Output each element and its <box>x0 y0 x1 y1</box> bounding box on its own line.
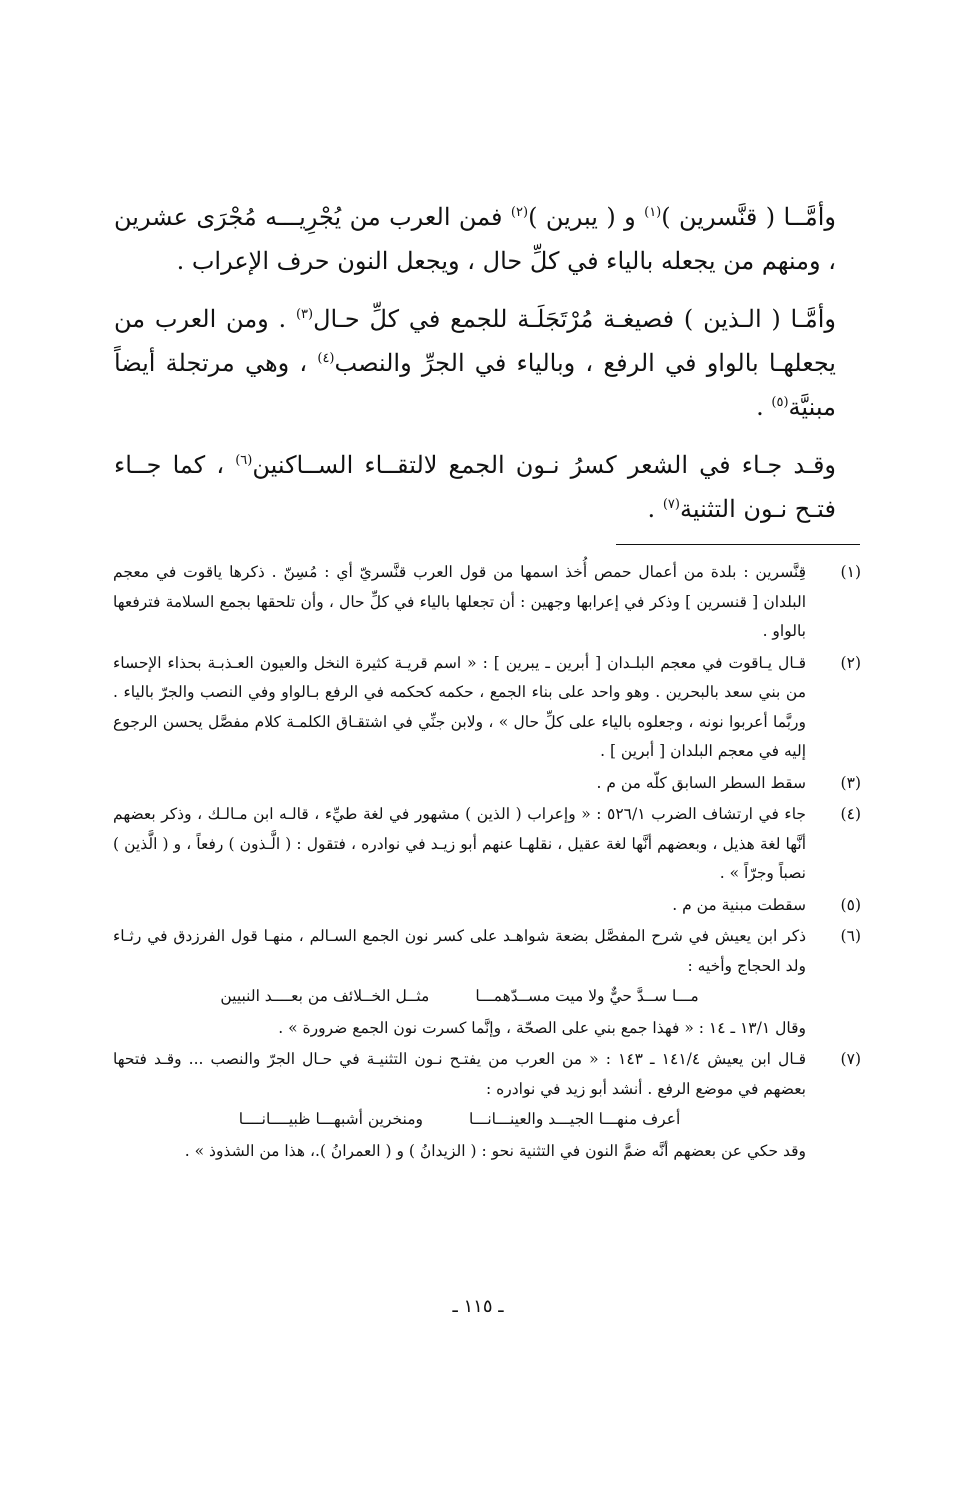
footnotes <box>113 558 861 1168</box>
footnote-body <box>113 891 806 921</box>
paragraph-text: فمن العرب من يُجْرِيـــه مُجْرَى عشرين ، ومنهم من يجعله بالياء في كلِّ حال ، ويجعل النون حرف الإعراب . <box>114 203 836 275</box>
footnote-text: جاء في ارتشاف الضرب ٥٢٦/١ : « وإعراب ( الذين ) مشهور في لغة طيِّء ، قالـه ابن مـالـك ، وذكر بعضهم أنَّها لغة هذيل ، وبعضهم أنَّها لغة عقيل ، نقلهـا عنهم أبو زيـد في نوادره ، فتقول : ( الَّـذون ) رفعاً ، و ( الَّذين ) نصباً وجرّاً » . <box>113 805 807 882</box>
paragraph-text: . <box>756 393 772 421</box>
verse-second-hemistich: مثــل الخــلائف من بعــــد النبيين <box>220 987 430 1005</box>
footnote-separator <box>616 544 860 545</box>
footnote-4 <box>113 800 861 889</box>
footnote-number: (٤) <box>840 805 861 823</box>
poem-verse <box>113 1105 806 1135</box>
footnote-ref[interactable]: (٧) <box>662 497 680 512</box>
footnote-number: (٣) <box>840 773 861 792</box>
footnote-ref[interactable]: (١) <box>644 205 662 220</box>
verse-second-hemistich: ومنخرين أشبهـــا ظبيــــانــــا <box>238 1110 423 1128</box>
paragraph-text: وأمَّـا ( الـذين ) فصيغـة مُرْتَجَلَـة للجمع في كلِّ حـال <box>313 305 836 333</box>
footnote-body <box>113 649 806 767</box>
paragraph-text: و ( يبرين ) <box>528 203 645 231</box>
footnote-ref[interactable]: (٤) <box>317 351 335 366</box>
footnote-body <box>113 1045 806 1166</box>
footnote-text: سقط السطر السابق كلّه من م . <box>596 773 806 792</box>
footnote-text: قِنَّسرين : بلدة من أعمال حمص أُخذ اسمها من قول العرب قنَّسريّ أي : مُسِنّ . ذكرها ياقوت في معجم البلدان [ قنسرين ] وذكر في إعرابها وجهين : أن تجعلها بالياء في كلِّ حال ، وأن تلحقها بجمع السلامة فترفعها بالواو . <box>113 563 806 640</box>
verse-first-hemistich: أعرف منهـــا الجيـــد والعينـــانـــا <box>469 1110 681 1128</box>
footnote-text: سقطت مبنية من م . <box>672 895 806 914</box>
footnote-body <box>113 558 806 647</box>
paragraph-text: وقـد جـاء في الشعر كسرُ نـون الجمع لالتقــاء الســاكنين <box>252 451 837 479</box>
poem-verse <box>113 982 806 1012</box>
footnote-body <box>113 769 806 799</box>
footnote-3 <box>113 769 861 799</box>
footnote-number: (١) <box>840 563 861 581</box>
footnote-text: وقد حكي عن بعضهم أنَّه ضمَّ النون في التثنية نحو : ( الزيدانُ ) و ( العمرانُ ).، هذا من الشذوذ » . <box>184 1141 806 1160</box>
footnote-number: (٥) <box>840 895 861 914</box>
footnote-body <box>113 922 806 1043</box>
footnote-ref[interactable]: (٣) <box>295 307 314 322</box>
footnote-7 <box>113 1045 861 1166</box>
footnote-ref[interactable]: (٦) <box>235 453 253 468</box>
footnote-text: قـال يـاقوت في معجم البلـدان [ أبرين ـ يبرين ] : « اسم قريـة كثيرة النخل والعيون العـذبـة بحذاء الإحساء من بني سعد بالبحرين . وهو واحد على بناء الجمع ، حكمه كحكمه في الرفع بـالواو وفي النصب والجرّ بالياء . وربَّما أعربوا نونه ، وجعلوه بالياء على كلِّ حال » ، ولابن جنِّي في اشتقـاق الكلمـة كلام مفصَّل يحسن الرجوع إليه في معجم البلدان [ أبرين ] . <box>113 653 806 760</box>
footnote-1 <box>113 558 861 647</box>
paragraph-1 <box>114 195 836 283</box>
paragraph-3 <box>114 443 836 531</box>
footnote-text: ذكر ابن يعيش في شرح المفصَّل بضعة شواهـد على كسر نون الجمع السـالم ، منهـا قول الفرزدق في رثـاء ولد الحجاج وأخيه : <box>113 927 806 975</box>
footnote-number: (٧) <box>840 1050 861 1068</box>
footnote-text: قـال ابن يعيش ١٤١/٤ ـ ١٤٣ : « من العرب من يفتـح نـون التثنيـة في حـال الجرّ والنصب ... وقـد فتحها بعضهم في موضع الرفع . أنشد أبو زيد في نوادره : <box>113 1050 806 1098</box>
page-number: ـ ١١٥ ـ <box>452 1296 504 1317</box>
paragraph-text: وأمَّــا ( قنَّسرين ) <box>661 203 836 231</box>
footnote-ref[interactable]: (٥) <box>771 395 789 410</box>
paragraph-text: . <box>647 495 663 523</box>
footnote-5 <box>113 891 861 921</box>
paragraph-text: . ومن العرب من يجعلهـا بالواو في الرفع ، وبالياء في الجرِّ والنصب <box>114 305 836 377</box>
paragraph-text: ، كما جــاء فتـح نـون التثنية <box>114 451 836 523</box>
footnote-ref[interactable]: (٢) <box>510 205 529 220</box>
footnote-body <box>113 800 806 889</box>
paragraph-2 <box>114 297 836 429</box>
footnote-2 <box>113 649 861 767</box>
main-text <box>114 195 836 545</box>
footnote-text: وقال ١٣/١ ـ ١٤ : « فهذا جمع بني على الصحّة ، وإنَّما كسرت نون الجمع ضرورة » . <box>278 1018 806 1037</box>
footnote-number: (٦) <box>840 927 861 945</box>
paragraph-text: ، وهي مرتجلة أيضاً مبنيَّة <box>114 349 836 421</box>
verse-first-hemistich: مـــا ســدَّ حيٌّ ولا ميت مســدّهمـــا <box>475 987 699 1005</box>
footnote-number: (٢) <box>840 653 861 672</box>
footnote-6 <box>113 922 861 1043</box>
